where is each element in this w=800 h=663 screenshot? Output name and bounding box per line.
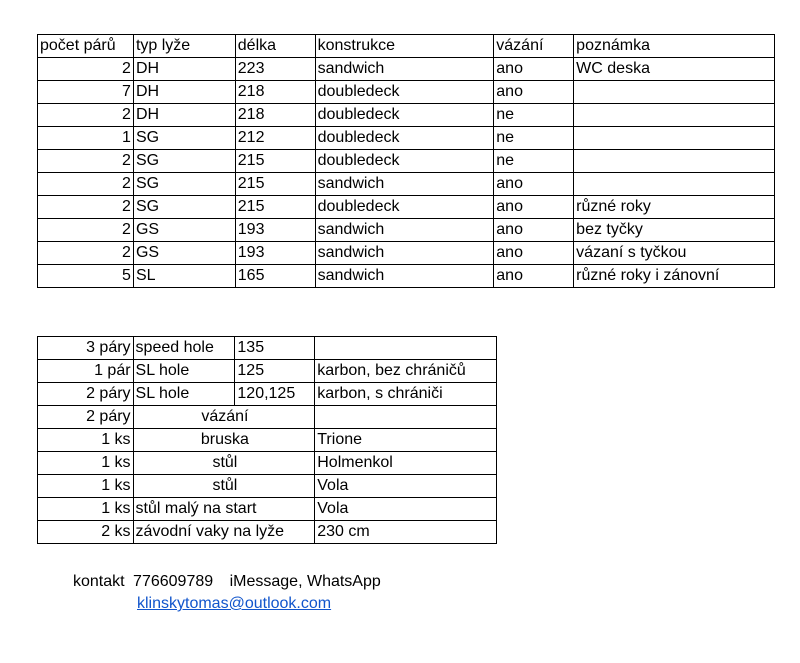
- table-row: [38, 58, 775, 81]
- table-cell: 218: [235, 104, 315, 127]
- table-cell: sandwich: [315, 242, 494, 265]
- table-cell: 165: [235, 265, 315, 288]
- table-cell: 215: [235, 173, 315, 196]
- table-cell: 212: [235, 127, 315, 150]
- table-cell: 215: [235, 150, 315, 173]
- table-row: [38, 265, 775, 288]
- table-cell: SG: [133, 150, 235, 173]
- table-row: [38, 360, 497, 383]
- table-cell: [315, 406, 497, 429]
- table-cell: stůl: [133, 475, 315, 498]
- table-cell: 2: [38, 219, 134, 242]
- table-cell: 223: [235, 58, 315, 81]
- table-row: [38, 383, 497, 406]
- table-cell: 125: [235, 360, 315, 383]
- table-cell: 135: [235, 337, 315, 360]
- table-row: [38, 104, 775, 127]
- table-cell: 218: [235, 81, 315, 104]
- table-row: [38, 150, 775, 173]
- table-cell: Vola: [315, 498, 497, 521]
- table-cell: DH: [133, 81, 235, 104]
- table-cell: Holmenkol: [315, 452, 497, 475]
- table-cell: SG: [133, 196, 235, 219]
- table-cell: 2: [38, 150, 134, 173]
- table-row: [38, 337, 497, 360]
- table-cell: 2: [38, 242, 134, 265]
- table-cell: 2 páry: [38, 406, 134, 429]
- column-header: konstrukce: [315, 35, 494, 58]
- column-header: počet párů: [38, 35, 134, 58]
- table-cell: vázaní s tyčkou: [574, 242, 775, 265]
- table-cell: stůl: [133, 452, 315, 475]
- table-cell: 230 cm: [315, 521, 497, 544]
- table-row: [38, 127, 775, 150]
- column-header: typ lyže: [133, 35, 235, 58]
- table-cell: doubledeck: [315, 104, 494, 127]
- table-cell: Trione: [315, 429, 497, 452]
- contact-apps: iMessage, WhatsApp: [229, 573, 381, 590]
- table-cell: 215: [235, 196, 315, 219]
- contact-email-link[interactable]: klinskytomas@outlook.com: [137, 595, 332, 612]
- contact-label: kontakt: [73, 573, 125, 590]
- table-cell: ano: [494, 58, 574, 81]
- table-cell: [574, 81, 775, 104]
- table-cell: 1 ks: [38, 475, 134, 498]
- table-cell: DH: [133, 104, 235, 127]
- table-row: [38, 219, 775, 242]
- column-header: délka: [235, 35, 315, 58]
- table-cell: 1 ks: [38, 429, 134, 452]
- contact-phone: 776609789: [133, 573, 214, 590]
- table-cell: [315, 337, 497, 360]
- table-cell: 2 ks: [38, 521, 134, 544]
- table-row: [38, 475, 497, 498]
- table-cell: ano: [494, 242, 574, 265]
- table-row: [38, 521, 497, 544]
- table-cell: ano: [494, 219, 574, 242]
- table-cell: [574, 150, 775, 173]
- table-row: [38, 429, 497, 452]
- table-cell: 1: [38, 127, 134, 150]
- table-cell: ano: [494, 265, 574, 288]
- table-cell: ne: [494, 150, 574, 173]
- table-cell: [574, 104, 775, 127]
- table-cell: sandwich: [315, 265, 494, 288]
- table-cell: SG: [133, 173, 235, 196]
- table-cell: WC deska: [574, 58, 775, 81]
- table-cell: DH: [133, 58, 235, 81]
- table-cell: SL: [133, 265, 235, 288]
- table-cell: závodní vaky na lyže: [133, 521, 315, 544]
- table-row: [38, 81, 775, 104]
- table-cell: speed hole: [133, 337, 235, 360]
- table-cell: vázání: [133, 406, 315, 429]
- table-cell: bruska: [133, 429, 315, 452]
- table-cell: 120,125: [235, 383, 315, 406]
- table-cell: 2 páry: [38, 383, 134, 406]
- table-row: [38, 406, 497, 429]
- table-cell: Vola: [315, 475, 497, 498]
- table-cell: 193: [235, 219, 315, 242]
- table-cell: ano: [494, 196, 574, 219]
- table-cell: ano: [494, 173, 574, 196]
- table-cell: 2: [38, 58, 134, 81]
- table-cell: 193: [235, 242, 315, 265]
- table-cell: SL hole: [133, 360, 235, 383]
- table-cell: 2: [38, 196, 134, 219]
- table-cell: SG: [133, 127, 235, 150]
- table-cell: karbon, s chrániči: [315, 383, 497, 406]
- table-cell: ano: [494, 81, 574, 104]
- table-cell: ne: [494, 127, 574, 150]
- table-cell: karbon, bez chráničů: [315, 360, 497, 383]
- table-cell: GS: [133, 242, 235, 265]
- table-header-row: [38, 35, 775, 58]
- column-header: vázání: [494, 35, 574, 58]
- table-cell: [574, 173, 775, 196]
- contact-line: [73, 572, 385, 592]
- table-cell: 1 ks: [38, 498, 134, 521]
- table-cell: 7: [38, 81, 134, 104]
- table-cell: sandwich: [315, 58, 494, 81]
- table-cell: doubledeck: [315, 127, 494, 150]
- table-cell: doubledeck: [315, 81, 494, 104]
- table-cell: bez tyčky: [574, 219, 775, 242]
- table-cell: [574, 127, 775, 150]
- table-cell: ne: [494, 104, 574, 127]
- table-cell: 1 ks: [38, 452, 134, 475]
- table-cell: GS: [133, 219, 235, 242]
- table-cell: stůl malý na start: [133, 498, 315, 521]
- table-row: [38, 498, 497, 521]
- table-cell: doubledeck: [315, 150, 494, 173]
- table-cell: 3 páry: [38, 337, 134, 360]
- ski-table: [37, 34, 775, 288]
- table-row: [38, 196, 775, 219]
- table-cell: sandwich: [315, 173, 494, 196]
- table-row: [38, 173, 775, 196]
- table-row: [38, 452, 497, 475]
- table-cell: 2: [38, 104, 134, 127]
- table-cell: různé roky: [574, 196, 775, 219]
- equipment-table: [37, 336, 497, 544]
- table-cell: doubledeck: [315, 196, 494, 219]
- column-header: poznámka: [574, 35, 775, 58]
- table-cell: 5: [38, 265, 134, 288]
- table-cell: 2: [38, 173, 134, 196]
- table-cell: 1 pár: [38, 360, 134, 383]
- table-cell: sandwich: [315, 219, 494, 242]
- table-cell: SL hole: [133, 383, 235, 406]
- table-row: [38, 242, 775, 265]
- table-cell: různé roky i zánovní: [574, 265, 775, 288]
